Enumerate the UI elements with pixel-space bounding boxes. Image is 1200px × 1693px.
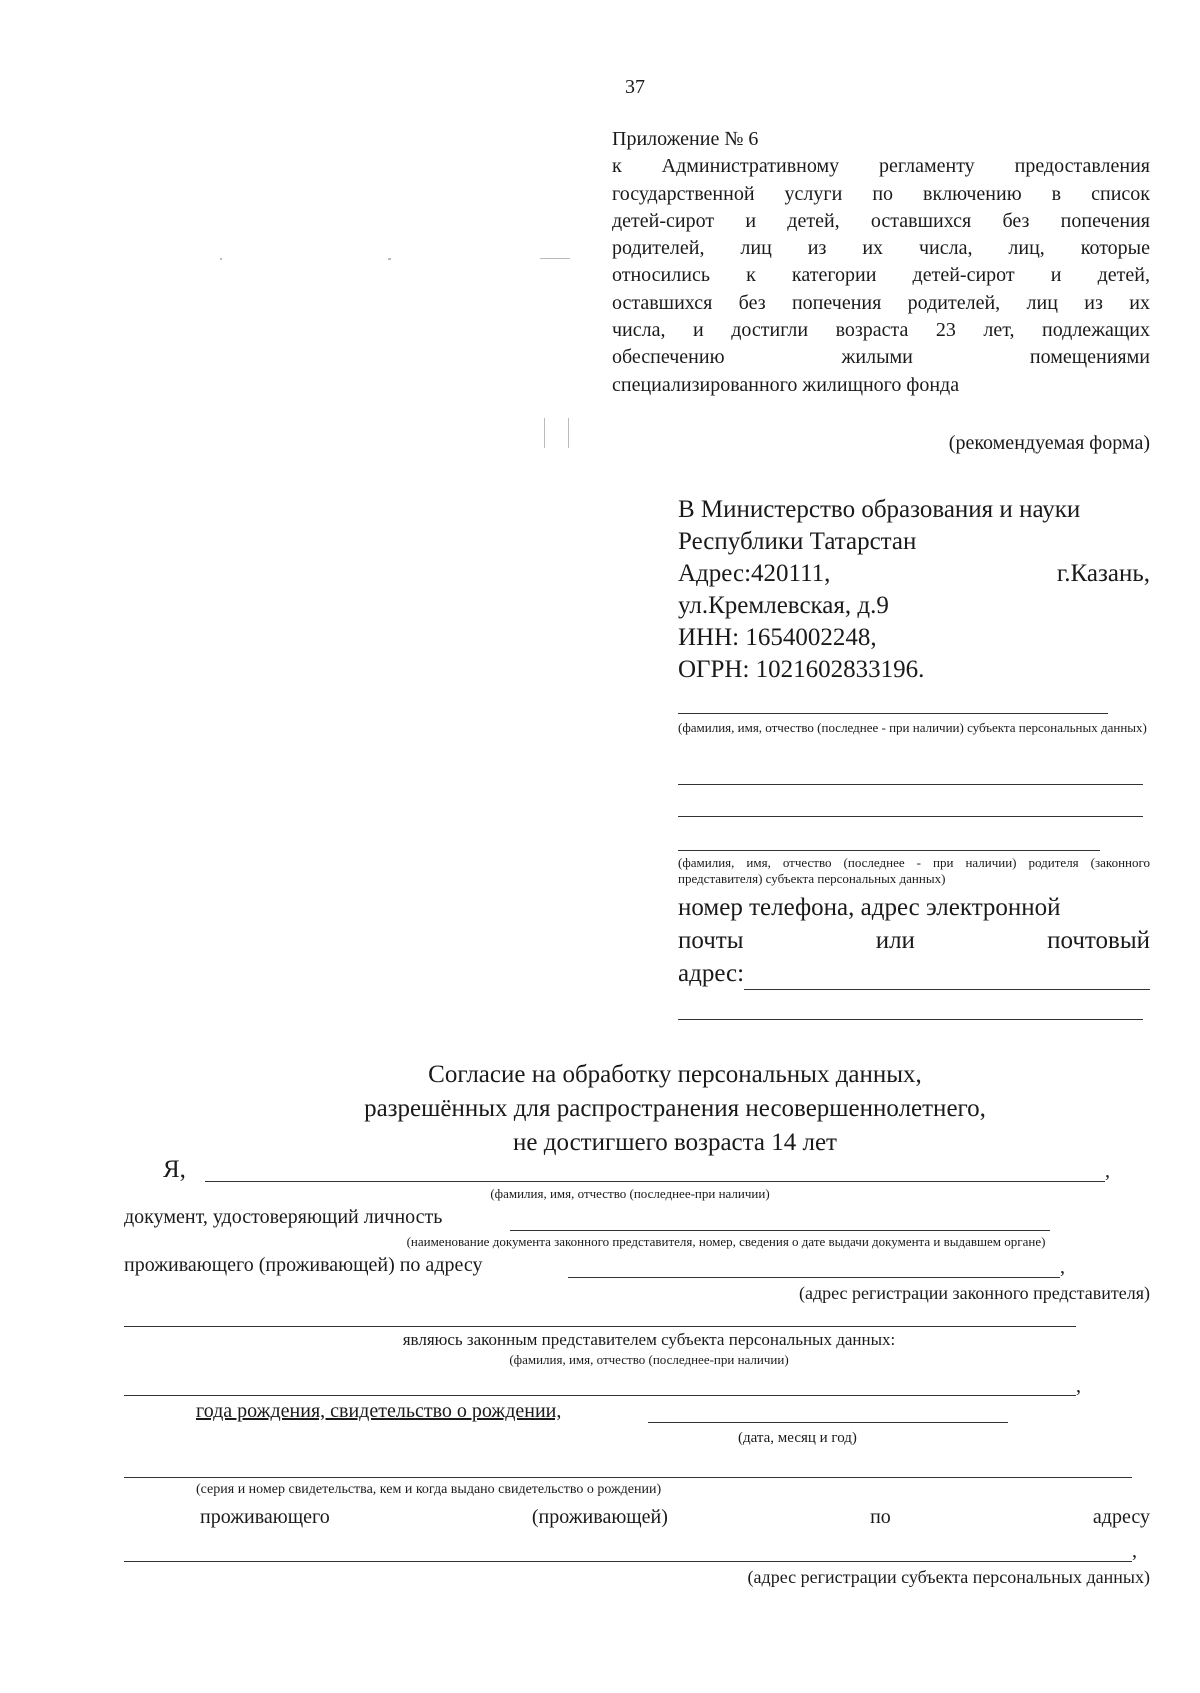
living2-word: проживающего	[200, 1506, 330, 1528]
contact-line2	[678, 924, 1150, 957]
contact-address-input[interactable]	[744, 965, 1150, 990]
contact-block	[678, 891, 1150, 990]
recipient-address: Адрес:420111,	[678, 560, 831, 587]
id-document-input-line[interactable]	[510, 1229, 1050, 1231]
recipient-inn: ИНН: 1654002248,	[678, 624, 877, 651]
recipient-city: г.Казань,	[1056, 560, 1150, 587]
recipient-line1	[678, 494, 1150, 526]
id-document-label: документ, удостоверяющий личность	[124, 1206, 443, 1228]
consent-title-line: не достигшего возраста 14 лет	[513, 1129, 837, 1156]
comma: ,	[1060, 1256, 1065, 1278]
appendix-line: числа, и достигли возраста 23 лет, подлежащих	[612, 319, 1150, 342]
blank-line[interactable]	[678, 815, 1143, 817]
living2-word: (проживающей)	[531, 1506, 668, 1528]
contact-word: почты	[678, 927, 744, 954]
contact-word: или	[875, 927, 915, 954]
recommended-form-label: (рекомендуемая форма)	[948, 432, 1150, 454]
scan-artifact	[544, 418, 545, 448]
contact-text: номер телефона, адрес электронной	[678, 894, 1061, 921]
recipient-address-row	[678, 558, 1150, 590]
recipient-ministry: В Министерство образования и науки	[678, 496, 1081, 523]
contact-word: почтовый	[1047, 927, 1150, 954]
recipient-street: ул.Кремлевская, д.9	[678, 592, 889, 619]
fio-caption: (фамилия, имя, отчество (последнее-при наличии)	[490, 1186, 770, 1201]
living-address-input-line[interactable]	[568, 1276, 1060, 1278]
recipient-line2: Республики Татарстан	[678, 528, 917, 555]
ya-label: Я,	[163, 1156, 186, 1183]
id-document-caption: (наименование документа законного представителя, номер, сведения о дате выдачи документа и выдавшем органе)	[406, 1234, 1046, 1249]
comma: ,	[1105, 1160, 1110, 1182]
certificate-input-line[interactable]	[124, 1476, 1132, 1478]
contact-line1	[678, 891, 1150, 924]
address-caption: (адрес регистрации законного представителя)	[798, 1283, 1150, 1303]
appendix-line: обеспечению жилыми помещениями	[612, 346, 1150, 369]
contact-address-label: адрес:	[678, 960, 745, 987]
page-number: 37	[625, 76, 645, 98]
subject-fio-caption: (фамилия, имя, отчество (последнее - при наличии) субъекта персональных данных)	[678, 720, 1147, 735]
scan-artifact	[388, 258, 391, 260]
representative-label: являюсь законным представителем субъекта персональных данных:	[402, 1330, 896, 1349]
certificate-caption: (серия и номер свидетельства, кем и когда выдано свидетельство о рождении)	[196, 1482, 662, 1497]
subject-address-input-line[interactable]	[124, 1560, 1132, 1562]
living2-word: по	[870, 1506, 891, 1528]
comma: ,	[1132, 1540, 1137, 1562]
appendix-line: специализированного жилищного фонда	[612, 373, 960, 396]
parent-fio-caption: (фамилия, имя, отчество (последнее - при наличии) родителя (законного представителя) субъекта персональных данных)	[678, 855, 1150, 886]
scan-artifact	[220, 258, 222, 260]
birth-date-input-line[interactable]	[648, 1421, 1008, 1423]
comma: ,	[1076, 1375, 1081, 1397]
recipient-ogrn: ОГРН: 1021602833196.	[678, 656, 925, 683]
consent-title	[0, 1058, 1200, 1160]
birth-label: года рождения, свидетельство о рождении,	[196, 1400, 562, 1422]
parent-fio-line[interactable]	[678, 849, 1100, 851]
appendix-line: Приложение № 6	[612, 128, 759, 150]
living2-row	[200, 1506, 1150, 1529]
subject-fio-input-line[interactable]	[124, 1394, 1076, 1396]
appendix-line: оставшихся без попечения родителей, лиц из их	[612, 291, 1150, 314]
appendix-line: детей-сирот и детей, оставшихся без попечения	[612, 209, 1150, 232]
blank-line[interactable]	[678, 1018, 1143, 1020]
appendix-line: государственной услуги по включению в список	[612, 182, 1150, 205]
consent-title-line: разрешённых для распространения несовершеннолетнего,	[364, 1095, 986, 1122]
recipient-block	[678, 494, 1150, 686]
consent-title-line: Согласие на обработку персональных данных,	[428, 1061, 922, 1088]
scan-artifact	[540, 258, 570, 259]
fio-input-line[interactable]	[205, 1180, 1105, 1182]
appendix-header	[612, 126, 1150, 399]
blank-line[interactable]	[678, 783, 1143, 785]
contact-line3	[678, 957, 1150, 990]
appendix-line: родителей, лиц из их числа, лиц, которые	[612, 237, 1150, 260]
living-label: проживающего (проживающей) по адресу	[124, 1254, 483, 1276]
appendix-line: к Административному регламенту предоставления	[612, 155, 1150, 178]
date-caption: (дата, месяц и год)	[738, 1430, 857, 1446]
appendix-line: относились к категории детей-сирот и детей,	[612, 264, 1150, 287]
living2-word: адресу	[1092, 1506, 1150, 1528]
subject-address-caption: (адрес регистрации субъекта персональных данных)	[747, 1567, 1150, 1587]
scan-artifact	[568, 418, 569, 448]
blank-line[interactable]	[124, 1325, 1076, 1327]
subject-fio-line[interactable]	[678, 712, 1108, 714]
subject-fio-caption-2: (фамилия, имя, отчество (последнее-при наличии)	[509, 1352, 789, 1367]
